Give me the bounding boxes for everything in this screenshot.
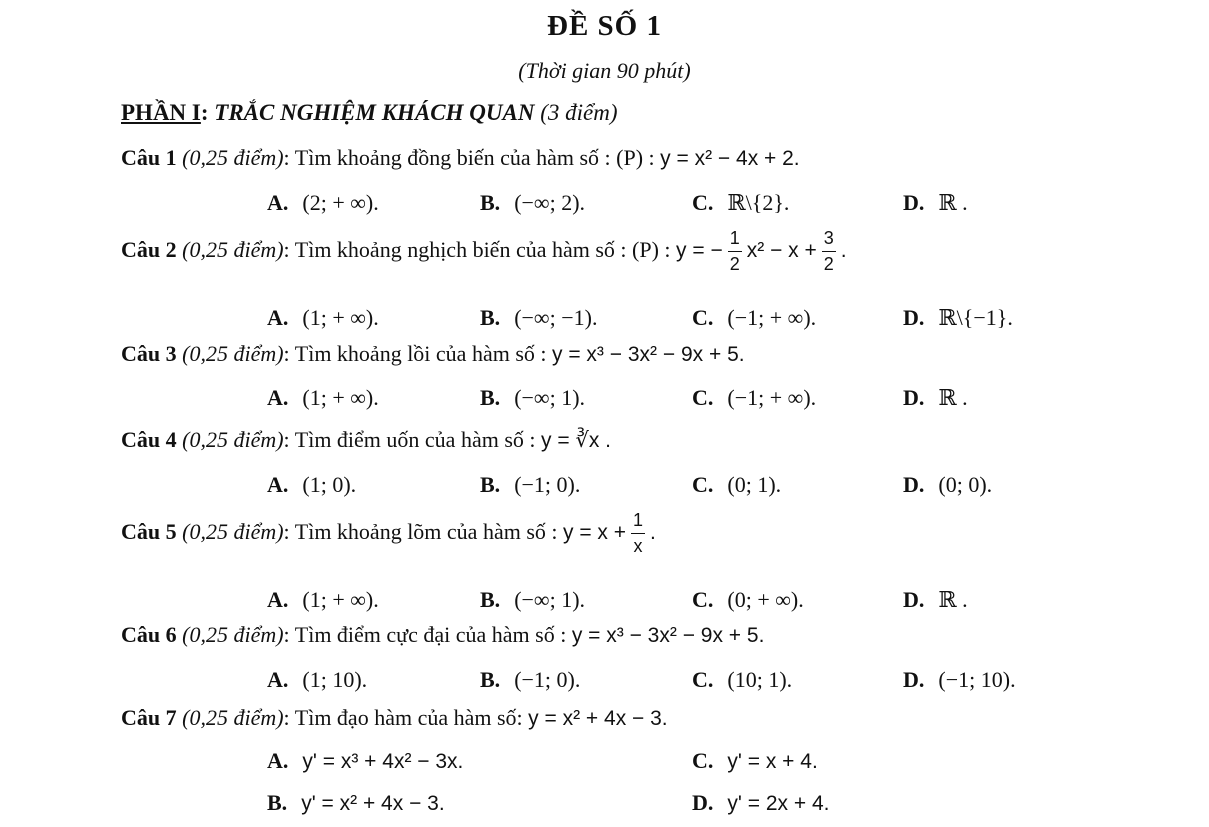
option-c[interactable]: C. (10; 1). [692,667,793,692]
section-colon: : [200,100,209,125]
option-c[interactable]: C. (0; + ∞). [692,587,804,612]
section-label: PHẦN I [121,100,201,125]
question-5 [121,510,656,557]
question-points: (0,25 điểm) [182,341,284,366]
question-points: (0,25 điểm) [182,519,284,545]
section-heading [121,100,617,126]
question-label: Câu 7 [121,705,177,730]
question-label: Câu 4 [121,427,177,452]
option-a[interactable]: A. (1; 10). [267,667,368,692]
formula: y = x + $\frac{1}{x}$ . [563,510,656,556]
formula: y = x³ − 3x² − 9x + 5. [552,343,745,366]
question-label: Câu 2 [121,237,177,263]
question-4 [121,427,611,453]
option-c[interactable]: C. ℝ\{2}. [692,190,790,215]
time-limit: (Thời gian 90 phút) [518,58,691,83]
option-a[interactable]: A. y' = x³ + 4x² − 3x. [267,748,464,773]
option-a[interactable]: A. (1; + ∞). [267,587,379,612]
question-1 [121,145,800,171]
section-name: TRẮC NGHIỆM KHÁCH QUAN [214,100,535,125]
question-label: Câu 5 [121,519,177,545]
question-points: (0,25 điểm) [182,622,284,647]
question-6 [121,622,764,648]
fraction: $\frac{1}{x}$ [633,510,644,556]
fraction: $\frac{3}{2}$ [823,228,834,274]
question-points: (0,25 điểm) [182,705,284,730]
option-d[interactable]: D. (0; 0). [903,472,993,497]
option-b[interactable]: B. (−∞; −1). [480,305,598,330]
option-d[interactable]: D. ℝ . [903,587,968,612]
option-a[interactable]: A. (1; + ∞). [267,305,379,330]
formula: y = − $\frac{1}{2}$ x² − x + $\frac{3}{2}$ . [676,228,847,274]
formula: y = x² − 4x + 2. [660,147,800,170]
formula: y = ∛x . [541,429,611,452]
option-c[interactable]: C. (−1; + ∞). [692,305,817,330]
question-text: : Tìm khoảng đồng biến của hàm số : (P) : [283,145,655,170]
option-b[interactable]: B. y' = x² + 4x − 3. [267,790,445,815]
question-points: (0,25 điểm) [182,145,284,170]
option-c[interactable]: C. y' = x + 4. [692,748,818,773]
option-d[interactable]: D. (−1; 10). [903,667,1016,692]
question-label: Câu 1 [121,145,177,170]
option-b[interactable]: B. (−1; 0). [480,472,581,497]
question-points: (0,25 điểm) [182,237,284,263]
question-text: : Tìm điểm uốn của hàm số : [283,427,536,452]
question-points: (0,25 điểm) [182,427,284,452]
option-b[interactable]: B. (−∞; 1). [480,385,586,410]
option-d[interactable]: D. y' = 2x + 4. [692,790,830,815]
option-d[interactable]: D. ℝ\{−1}. [903,305,1013,330]
option-a[interactable]: A. (1; + ∞). [267,385,379,410]
question-text: : Tìm đạo hàm của hàm số: [283,705,523,730]
option-d[interactable]: D. ℝ . [903,385,968,410]
section-points: (3 điểm) [540,100,618,125]
option-b[interactable]: B. (−∞; 1). [480,587,586,612]
option-a[interactable]: A. (2; + ∞). [267,190,379,215]
document-title: ĐỀ SỐ 1 [547,10,662,42]
question-label: Câu 3 [121,341,177,366]
option-d[interactable]: D. ℝ . [903,190,968,215]
question-7 [121,705,668,731]
question-text: : Tìm khoảng nghịch biến của hàm số : (P) : [283,237,671,263]
question-text: : Tìm khoảng lõm của hàm số : [283,519,558,545]
question-2 [121,228,847,275]
formula: y = x² + 4x − 3. [528,707,668,730]
option-c[interactable]: C. (−1; + ∞). [692,385,817,410]
option-a[interactable]: A. (1; 0). [267,472,357,497]
option-b[interactable]: B. (−∞; 2). [480,190,586,215]
option-c[interactable]: C. (0; 1). [692,472,782,497]
fraction: $\frac{1}{2}$ [729,228,740,274]
question-text: : Tìm điểm cực đại của hàm số : [283,622,567,647]
question-3 [121,341,745,367]
question-text: : Tìm khoảng lồi của hàm số : [283,341,547,366]
option-b[interactable]: B. (−1; 0). [480,667,581,692]
formula: y = x³ − 3x² − 9x + 5. [571,624,765,647]
question-label: Câu 6 [121,622,177,647]
